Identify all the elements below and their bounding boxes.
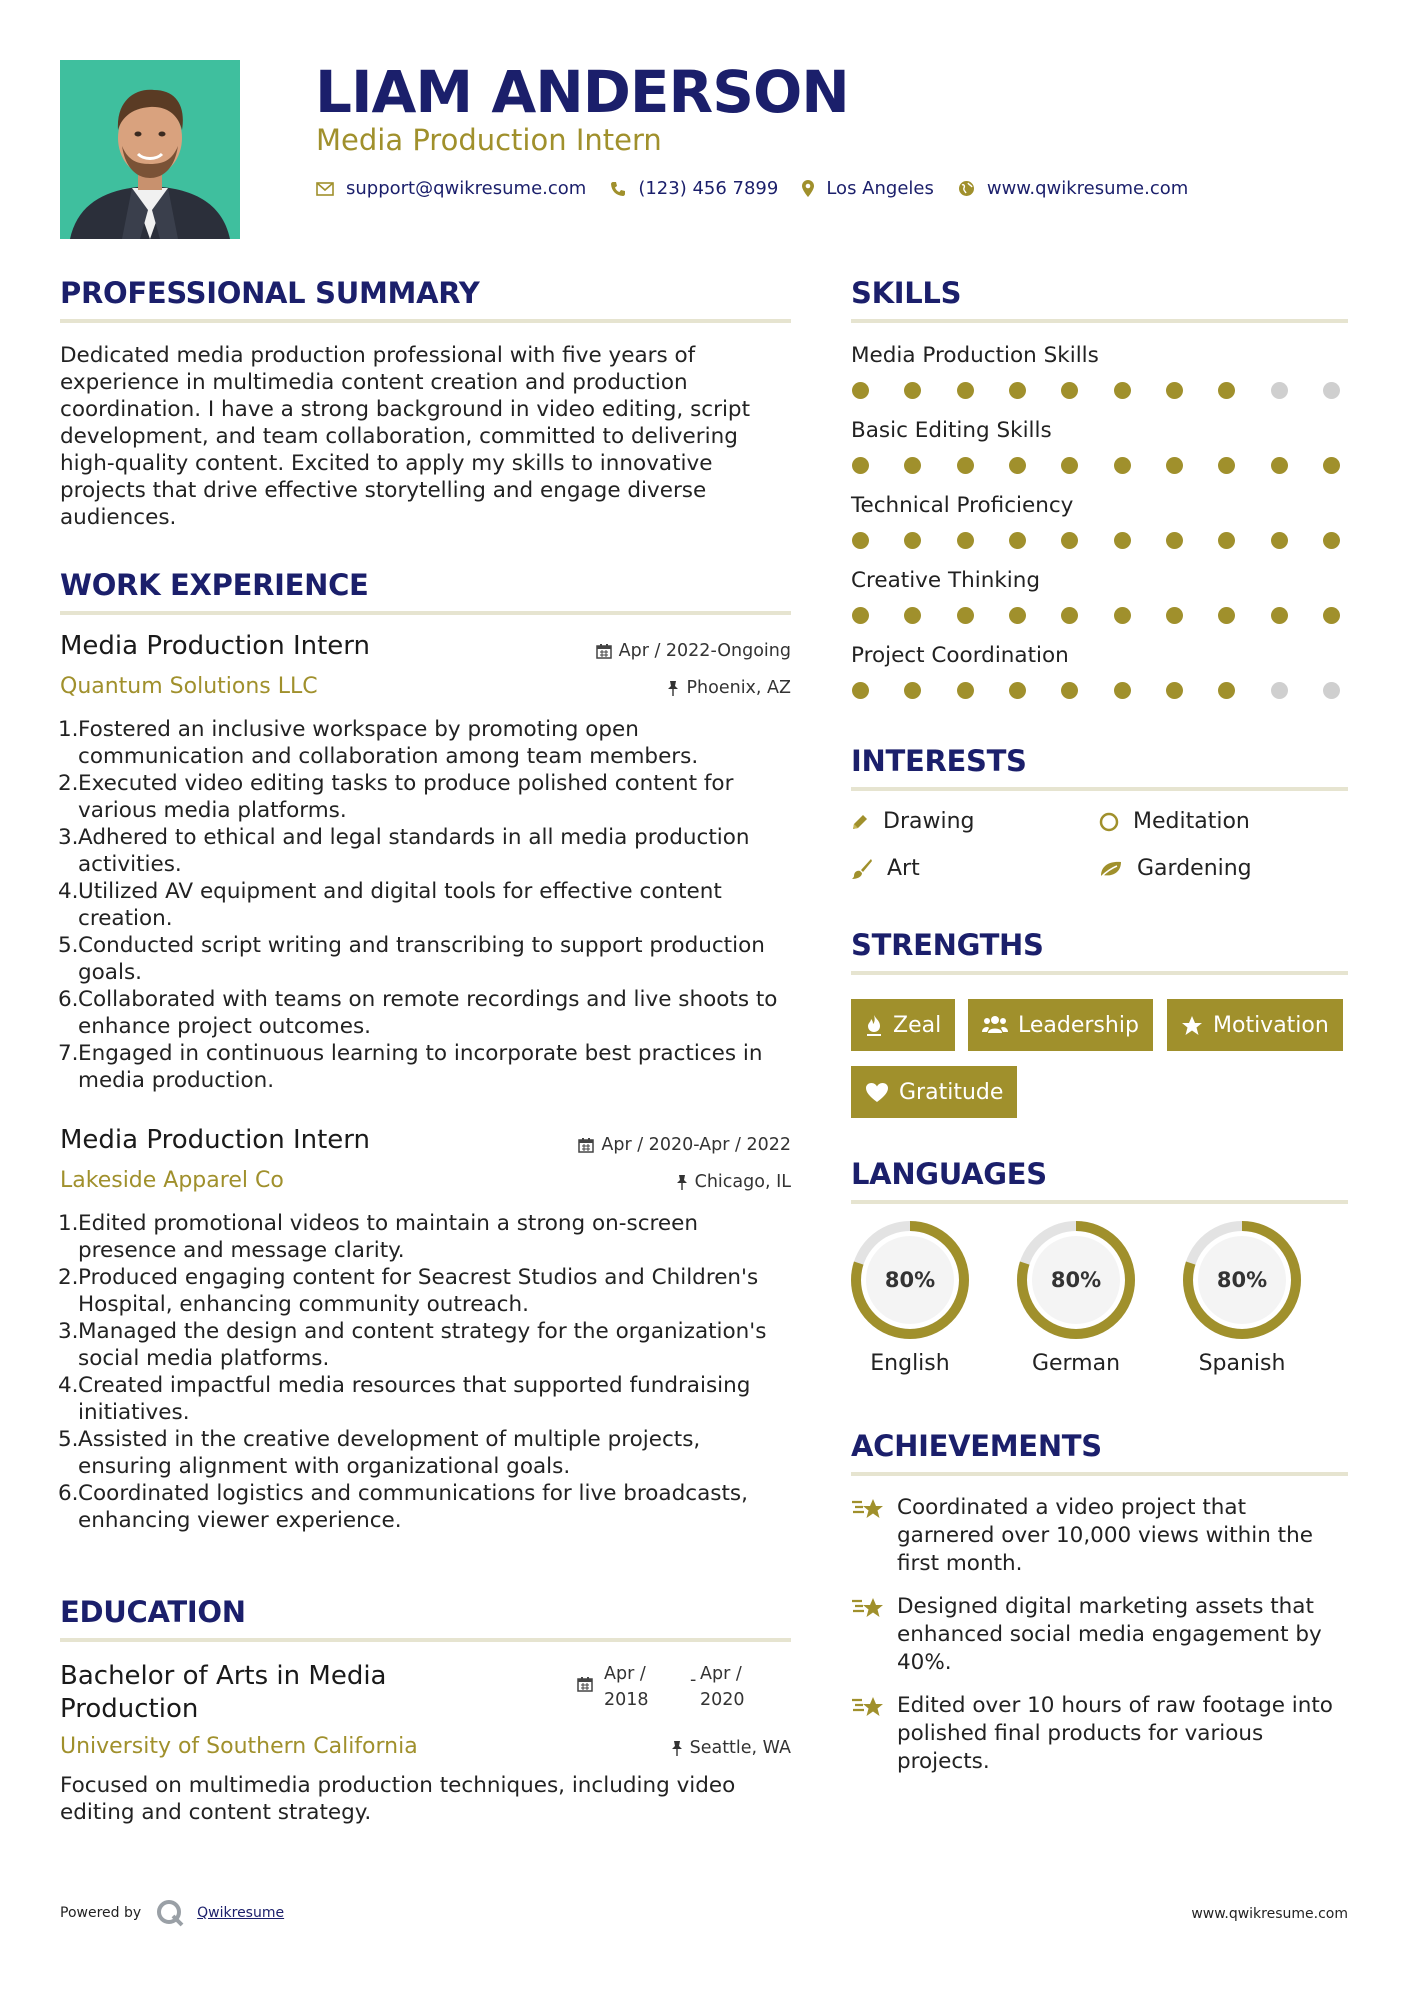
language-percent: 80% bbox=[1216, 1268, 1268, 1292]
skill-label: Basic Editing Skills bbox=[851, 418, 1052, 443]
achievements-divider bbox=[851, 1472, 1348, 1476]
rating-dot-filled bbox=[1114, 532, 1131, 549]
rating-dot-empty bbox=[1323, 682, 1340, 699]
list-item: 2. Executed video editing tasks to produce polished content for various media platforms. bbox=[58, 771, 734, 823]
strength-label: Motivation bbox=[1213, 1012, 1329, 1038]
rating-dot-filled bbox=[957, 607, 974, 624]
language-spanish bbox=[1180, 1218, 1304, 1376]
job-1-title: Media Production Intern bbox=[60, 631, 370, 661]
languages-heading: LANGUAGES bbox=[851, 1157, 1047, 1191]
summary-heading: PROFESSIONAL SUMMARY bbox=[60, 276, 480, 310]
rating-dot-filled bbox=[1061, 607, 1078, 624]
job-2-company: Lakeside Apparel Co bbox=[60, 1168, 284, 1193]
education-description: Focused on multimedia production techniques, including video editing and content strategy. bbox=[60, 1773, 736, 1825]
rating-dot-filled bbox=[1218, 682, 1235, 699]
achievement-text: Edited over 10 hours of raw footage into polished final products for various projects. bbox=[897, 1693, 1333, 1774]
job-1-bullets bbox=[60, 716, 791, 1094]
job-2-bullets bbox=[60, 1210, 791, 1534]
strength-label: Leadership bbox=[1018, 1012, 1139, 1038]
strength-chip-gratitude bbox=[851, 1066, 1017, 1118]
rating-dot-filled bbox=[1009, 382, 1026, 399]
language-english bbox=[848, 1218, 972, 1376]
rating-dot-filled bbox=[1271, 457, 1288, 474]
degree-line-1: Bachelor of Arts in Media bbox=[60, 1661, 387, 1691]
rating-dot-filled bbox=[904, 457, 921, 474]
rating-dot-empty bbox=[1271, 382, 1288, 399]
rating-dot-filled bbox=[957, 382, 974, 399]
flame-icon bbox=[865, 1014, 883, 1036]
strength-label: Gratitude bbox=[899, 1079, 1004, 1105]
job-1-location bbox=[667, 678, 791, 698]
shooting-star-icon bbox=[851, 1593, 897, 1677]
achievement-item bbox=[851, 1692, 1348, 1776]
interest-label: Drawing bbox=[883, 809, 975, 834]
rating-dot-filled bbox=[852, 682, 869, 699]
shooting-star-icon bbox=[851, 1692, 897, 1776]
strength-chip-motivation bbox=[1167, 999, 1343, 1051]
job-2-location bbox=[676, 1172, 791, 1192]
rating-dot-filled bbox=[1323, 607, 1340, 624]
job-1-dates-text: Apr / 2022-Ongoing bbox=[618, 641, 791, 661]
group-icon bbox=[982, 1015, 1008, 1035]
rating-dot-filled bbox=[1061, 532, 1078, 549]
rating-dot-filled bbox=[1009, 682, 1026, 699]
skill-rating bbox=[852, 382, 1340, 399]
powered-by-label: Powered by bbox=[60, 1905, 142, 1921]
rating-dot-filled bbox=[904, 382, 921, 399]
language-percent: 80% bbox=[1050, 1268, 1102, 1292]
pushpin-icon bbox=[671, 1740, 683, 1756]
rating-dot-filled bbox=[1271, 532, 1288, 549]
education-divider bbox=[60, 1638, 791, 1642]
envelope-icon bbox=[316, 182, 334, 196]
rating-dot-filled bbox=[904, 682, 921, 699]
list-item: 1. Edited promotional videos to maintain a strong on-screen presence and message clarity. bbox=[58, 1211, 698, 1263]
email-text: support@qwikresume.com bbox=[346, 178, 587, 199]
education-heading: EDUCATION bbox=[60, 1595, 246, 1629]
list-item: 4. Created impactful media resources that supported fundraising initiatives. bbox=[58, 1373, 751, 1425]
job-1-dates bbox=[596, 641, 791, 661]
calendar-icon bbox=[577, 1676, 593, 1696]
star-icon bbox=[1181, 1015, 1203, 1036]
rating-dot-filled bbox=[1166, 382, 1183, 399]
interest-drawing bbox=[851, 809, 974, 834]
languages-divider bbox=[851, 1200, 1348, 1204]
job-2-location-text: Chicago, IL bbox=[694, 1172, 791, 1192]
rating-dot-filled bbox=[1061, 457, 1078, 474]
calendar-icon bbox=[578, 1137, 594, 1153]
rating-dot-filled bbox=[904, 532, 921, 549]
rating-dot-empty bbox=[1271, 682, 1288, 699]
experience-heading: WORK EXPERIENCE bbox=[60, 568, 369, 602]
skills-divider bbox=[851, 319, 1348, 323]
rating-dot-filled bbox=[852, 382, 869, 399]
skill-rating bbox=[852, 607, 1340, 624]
rating-dot-filled bbox=[1009, 607, 1026, 624]
rating-dot-filled bbox=[1323, 457, 1340, 474]
website-text: www.qwikresume.com bbox=[986, 178, 1189, 199]
education-location bbox=[671, 1738, 791, 1758]
rating-dot-filled bbox=[957, 532, 974, 549]
calendar-icon bbox=[596, 643, 612, 659]
list-item: 6. Collaborated with teams on remote recordings and live shoots to enhance project outcomes. bbox=[58, 987, 778, 1039]
language-german bbox=[1014, 1218, 1138, 1376]
skill-label: Technical Proficiency bbox=[851, 493, 1074, 518]
achievement-text: Coordinated a video project that garnered over 10,000 views within the first month. bbox=[897, 1495, 1313, 1576]
language-name: German bbox=[1031, 1351, 1121, 1376]
phone-icon bbox=[610, 181, 626, 197]
rating-dot-filled bbox=[904, 607, 921, 624]
paintbrush-icon bbox=[851, 858, 873, 880]
rating-dot-filled bbox=[1009, 532, 1026, 549]
shooting-star-icon bbox=[851, 1494, 897, 1578]
skill-rating bbox=[852, 532, 1340, 549]
rating-dot-filled bbox=[1218, 457, 1235, 474]
interest-label: Meditation bbox=[1133, 809, 1250, 834]
summary-text: Dedicated media production professional with five years of experience in multimedia content creation and production coordination. I have a strong background in video editing, script development, and team collaboration, committed to delivering high-quality content. Excited to apply my skills to innovative projects that drive effective storytelling and engage diverse audiences. bbox=[60, 343, 750, 530]
language-name: Spanish bbox=[1198, 1351, 1286, 1376]
achievement-text: Designed digital marketing assets that enhanced social media engagement by 40%. bbox=[897, 1594, 1322, 1675]
rating-dot-filled bbox=[852, 607, 869, 624]
contact-location bbox=[802, 178, 934, 199]
rating-dot-filled bbox=[1218, 382, 1235, 399]
rating-dot-filled bbox=[1114, 682, 1131, 699]
skill-label: Creative Thinking bbox=[851, 568, 1041, 593]
interest-gardening bbox=[1099, 856, 1252, 881]
circle-icon bbox=[1099, 812, 1119, 832]
contact-email[interactable] bbox=[316, 178, 586, 199]
rating-dot-filled bbox=[852, 532, 869, 549]
rating-dot-filled bbox=[1218, 532, 1235, 549]
interest-meditation bbox=[1099, 809, 1250, 834]
rating-dot-filled bbox=[957, 682, 974, 699]
job-1-company: Quantum Solutions LLC bbox=[60, 674, 318, 699]
degree-line-2: Production bbox=[60, 1694, 199, 1724]
list-item: 3. Adhered to ethical and legal standards in all media production activities. bbox=[58, 825, 750, 877]
qwikresume-logo-icon bbox=[155, 1898, 185, 1928]
education-location-text: Seattle, WA bbox=[689, 1738, 791, 1758]
skill-label: Media Production Skills bbox=[851, 343, 1099, 368]
skill-rating bbox=[852, 682, 1340, 699]
interest-art bbox=[851, 856, 920, 881]
summary-divider bbox=[60, 319, 791, 323]
list-item: 2. Produced engaging content for Seacrest Studios and Children's Hospital, enhancing community outreach. bbox=[58, 1265, 759, 1317]
strength-chip-leadership bbox=[968, 999, 1153, 1051]
list-item: 1. Fostered an inclusive workspace by promoting open communication and collaboration among team members. bbox=[58, 717, 699, 769]
education-school: University of Southern California bbox=[60, 1734, 418, 1759]
achievements-heading: ACHIEVEMENTS bbox=[851, 1429, 1102, 1463]
map-pin-icon bbox=[802, 180, 814, 197]
rating-dot-filled bbox=[1114, 607, 1131, 624]
rating-dot-filled bbox=[1218, 607, 1235, 624]
rating-dot-empty bbox=[1323, 382, 1340, 399]
education-date-dash: - bbox=[690, 1670, 697, 1690]
strength-label: Zeal bbox=[893, 1012, 942, 1038]
skills-heading: SKILLS bbox=[851, 276, 962, 310]
list-item: 5. Conducted script writing and transcribing to support production goals. bbox=[58, 933, 765, 985]
language-name: English bbox=[870, 1351, 950, 1376]
list-item: 6. Coordinated logistics and communications for live broadcasts, enhancing viewer experience. bbox=[58, 1481, 748, 1533]
rating-dot-filled bbox=[957, 457, 974, 474]
strengths-heading: STRENGTHS bbox=[851, 928, 1044, 962]
rating-dot-filled bbox=[1009, 457, 1026, 474]
location-text: Los Angeles bbox=[826, 178, 934, 199]
profile-photo-image bbox=[60, 60, 240, 239]
education-end-date: Apr / 2020 bbox=[700, 1664, 745, 1710]
rating-dot-filled bbox=[1323, 532, 1340, 549]
interest-label: Art bbox=[887, 856, 920, 881]
rating-dot-filled bbox=[1166, 532, 1183, 549]
rating-dot-filled bbox=[1114, 382, 1131, 399]
contact-phone[interactable] bbox=[610, 178, 778, 199]
rating-dot-filled bbox=[1166, 607, 1183, 624]
skill-rating bbox=[852, 457, 1340, 474]
skill-label: Project Coordination bbox=[851, 643, 1069, 668]
achievement-item bbox=[851, 1494, 1348, 1578]
rating-dot-filled bbox=[1061, 382, 1078, 399]
footer-powered-by bbox=[60, 1898, 284, 1928]
pencil-icon bbox=[851, 813, 869, 831]
interests-divider bbox=[851, 787, 1348, 791]
interests-heading: INTERESTS bbox=[851, 744, 1027, 778]
list-item: 3. Managed the design and content strategy for the organization's social media platforms. bbox=[58, 1319, 767, 1371]
strength-chip-zeal bbox=[851, 999, 955, 1051]
rating-dot-filled bbox=[1114, 457, 1131, 474]
job-2-dates-text: Apr / 2020-Apr / 2022 bbox=[601, 1135, 791, 1155]
interest-label: Gardening bbox=[1137, 856, 1252, 881]
experience-divider bbox=[60, 611, 791, 615]
list-item: 4. Utilized AV equipment and digital tools for effective content creation. bbox=[58, 879, 722, 931]
pushpin-icon bbox=[667, 680, 679, 696]
education-start-date: Apr / 2018 bbox=[604, 1664, 649, 1710]
strengths-divider bbox=[851, 971, 1348, 975]
phone-text: (123) 456 7899 bbox=[638, 178, 779, 199]
pushpin-icon bbox=[676, 1174, 688, 1190]
job-2-title: Media Production Intern bbox=[60, 1125, 370, 1155]
education-degree bbox=[60, 1660, 387, 1726]
language-percent: 80% bbox=[884, 1268, 936, 1292]
rating-dot-filled bbox=[1166, 682, 1183, 699]
globe-icon bbox=[958, 180, 975, 197]
footer-website[interactable]: www.qwikresume.com bbox=[1191, 1906, 1348, 1922]
job-2-dates bbox=[578, 1135, 791, 1155]
rating-dot-filled bbox=[1166, 457, 1183, 474]
list-item: 7. Engaged in continuous learning to incorporate best practices in media production. bbox=[58, 1041, 763, 1093]
rating-dot-filled bbox=[852, 457, 869, 474]
heart-icon bbox=[865, 1082, 889, 1103]
candidate-title: Media Production Intern bbox=[316, 123, 662, 157]
profile-photo bbox=[60, 60, 240, 239]
leaf-icon bbox=[1099, 860, 1123, 878]
job-1-location-text: Phoenix, AZ bbox=[686, 678, 791, 698]
contact-bar bbox=[316, 178, 1212, 199]
candidate-name: LIAM ANDERSON bbox=[315, 58, 849, 126]
list-item: 5. Assisted in the creative development of multiple projects, ensuring alignment with organizational goals. bbox=[58, 1427, 701, 1479]
rating-dot-filled bbox=[1061, 682, 1078, 699]
achievement-item bbox=[851, 1593, 1348, 1677]
qwikresume-link[interactable]: Qwikresume bbox=[197, 1905, 285, 1921]
rating-dot-filled bbox=[1271, 607, 1288, 624]
contact-website[interactable] bbox=[958, 178, 1188, 199]
